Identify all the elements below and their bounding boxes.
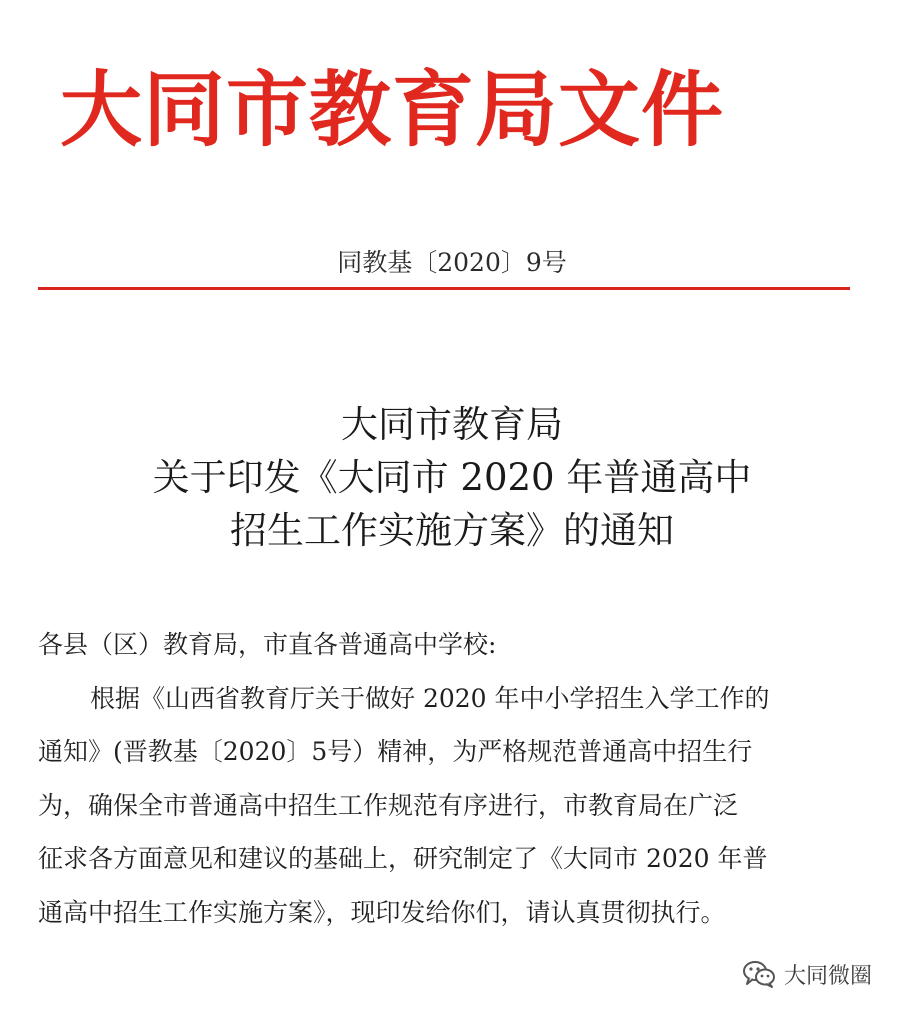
document-header-title: 大同市教育局文件 xyxy=(60,62,725,158)
notice-title-line-2: 关于印发《大同市 2020 年普通高中 xyxy=(152,456,752,499)
watermark-label: 大同微圈 xyxy=(784,963,873,989)
notice-title xyxy=(0,398,904,557)
wechat-icon xyxy=(742,959,776,989)
paragraph-line-3: 为，确保全市普通高中招生工作规范有序进行，市教育局在广泛 xyxy=(38,790,739,820)
notice-body xyxy=(38,618,858,939)
salutation: 各县（区）教育局，市直各普通高中学校: xyxy=(38,630,497,659)
source-watermark xyxy=(742,957,872,991)
paragraph-line-2: 通知》(晋教基〔2020〕5号）精神，为严格规范普通高中招生行 xyxy=(38,737,753,766)
paragraph-line-5: 通高中招生工作实施方案》，现印发给你们，请认真贯彻执行。 xyxy=(38,897,726,927)
notice-title-line-1: 大同市教育局 xyxy=(341,403,563,446)
paragraph-line-4: 征求各方面意见和建议的基础上，研究制定了《大同市 2020 年普 xyxy=(38,844,768,873)
paragraph-line-1: 根据《山西省教育厅关于做好 2020 年中小学招生入学工作的 xyxy=(90,683,770,713)
notice-title-line-3: 招生工作实施方案》的通知 xyxy=(230,509,674,552)
document-number: 同教基〔2020〕9号 xyxy=(337,248,567,277)
red-divider-line xyxy=(38,287,850,290)
